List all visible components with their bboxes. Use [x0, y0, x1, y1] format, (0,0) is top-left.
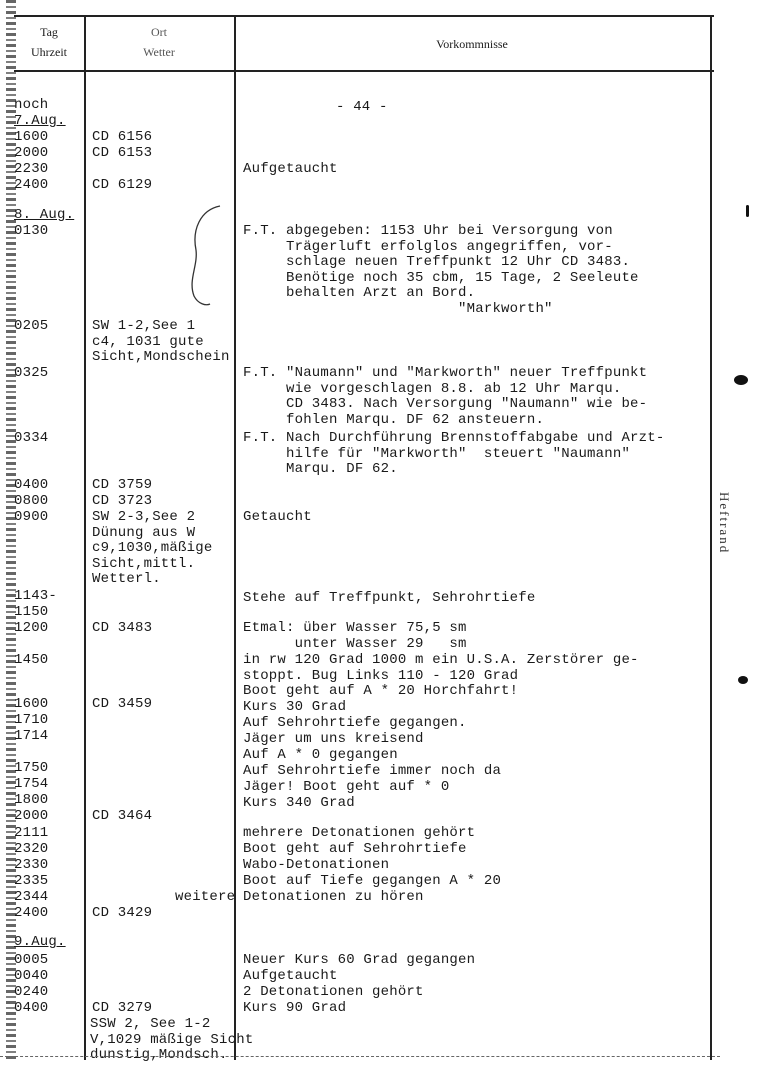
time-cell: 2330 — [14, 857, 49, 873]
position-cell: CD 3279 — [92, 1000, 153, 1016]
event-cell: Kurs 340 Grad — [243, 795, 355, 811]
event-cell: F.T. abgegeben: 1153 Uhr bei Versorgung von Trägerluft erfolglos angegriffen, vor- schlage neuen Treffpunkt 12 Uhr CD 3483. Benötige noch 35 cbm, 15 Tage, 2 Seeleute behalten Arzt an Bord. "Markworth" — [243, 223, 639, 317]
event-cell: mehrere Detonationen gehört — [243, 825, 476, 841]
header-events: Vorkommnisse — [436, 37, 508, 51]
header-place-weather — [86, 22, 232, 62]
page-bottom-cutline — [0, 1056, 720, 1057]
date-cell: 8. Aug. — [14, 207, 75, 223]
column-divider-1 — [84, 15, 86, 1060]
time-cell: 0334 — [14, 430, 49, 446]
time-cell: 1750 — [14, 760, 49, 776]
time-cell: 0205 — [14, 318, 49, 334]
event-cell: Auf Sehrohrtiefe gegangen. — [243, 715, 467, 731]
time-cell: 2000 — [14, 808, 49, 824]
time-cell: 1600 — [14, 696, 49, 712]
time-cell: 0900 — [14, 509, 49, 525]
header-ort: Ort — [151, 25, 167, 39]
position-cell: CD 3459 — [92, 696, 153, 712]
event-cell: Getaucht — [243, 509, 312, 525]
time-cell: 0325 — [14, 365, 49, 381]
scan-blot — [738, 676, 748, 684]
time-cell: 2400 — [14, 177, 49, 193]
event-cell: Auf Sehrohrtiefe immer noch da — [243, 763, 502, 779]
time-cell: 2335 — [14, 873, 49, 889]
event-cell: Aufgetaucht — [243, 161, 338, 177]
table-top-border — [14, 15, 714, 17]
date-cell: 9.Aug. — [14, 934, 66, 950]
time-cell: 0005 — [14, 952, 49, 968]
header-uhrzeit: Uhrzeit — [31, 45, 67, 59]
time-cell: 1714 — [14, 728, 49, 744]
event-cell: Kurs 90 Grad — [243, 1000, 347, 1016]
header-tag: Tag — [40, 25, 58, 39]
position-cell: CD 6156 — [92, 129, 153, 145]
time-cell: 2230 — [14, 161, 49, 177]
event-cell: Stehe auf Treffpunkt, Sehrohrtiefe — [243, 590, 536, 606]
position-cell: CD 3723 — [92, 493, 153, 509]
time-cell: 2320 — [14, 841, 49, 857]
position-cell: CD 6129 — [92, 177, 153, 193]
time-cell: 0240 — [14, 984, 49, 1000]
time-cell: 0800 — [14, 493, 49, 509]
time-cell: 0400 — [14, 477, 49, 493]
time-cell: 1600 — [14, 129, 49, 145]
event-cell: Boot geht auf Sehrohrtiefe — [243, 841, 467, 857]
event-cell: Kurs 30 Grad — [243, 699, 347, 715]
time-cell: 1450 — [14, 652, 49, 668]
weather-cell: SW 2-3,See 2 Dünung aus W c9,1030,mäßige Sicht,mittl. Wetterl. — [92, 509, 213, 588]
margin-label: Heftrand — [717, 492, 732, 555]
position-cell: CD 3429 — [92, 905, 153, 921]
weather-cell: SSW 2, See 1-2 V,1029 mäßige Sicht dunstig,Mondsch. — [90, 1016, 254, 1064]
time-cell: 1800 — [14, 792, 49, 808]
position-cell: CD 3483 — [92, 620, 153, 636]
event-cell: F.T. "Naumann" und "Markworth" neuer Treffpunkt wie vorgeschlagen 8.8. ab 12 Uhr Marqu. CD 3483. Nach Versorgung "Naumann" wie be- fohlen Marqu. DF 62 ansteuern. — [243, 365, 648, 428]
date-cell: 7.Aug. — [14, 113, 66, 129]
time-cell: noch — [14, 97, 49, 113]
event-cell: Jäger um uns kreisend — [243, 731, 424, 747]
event-cell: Detonationen zu hören — [243, 889, 424, 905]
scan-blot — [746, 205, 749, 217]
event-cell: Auf A * 0 gegangen — [243, 747, 398, 763]
time-cell: 1200 — [14, 620, 49, 636]
right-border — [710, 15, 712, 1060]
scan-blot — [734, 375, 748, 385]
time-cell: 2000 — [14, 145, 49, 161]
event-cell: F.T. Nach Durchführung Brennstoffabgabe und Arzt- hilfe für "Markworth" steuert "Naumann" Marqu. DF 62. — [243, 430, 665, 478]
header-bottom-border — [14, 70, 714, 72]
time-cell: 1150 — [14, 604, 49, 620]
event-cell: 2 Detonationen gehört — [243, 984, 424, 1000]
time-cell: 2111 — [14, 825, 49, 841]
time-cell: 0040 — [14, 968, 49, 984]
page-number: - 44 - — [336, 99, 388, 115]
event-cell: Boot auf Tiefe gegangen A * 20 — [243, 873, 502, 889]
handwritten-bracket-mark — [180, 200, 230, 310]
event-cell: in rw 120 Grad 1000 m ein U.S.A. Zerstörer ge- stoppt. Bug Links 110 - 120 Grad Boot geht auf A * 20 Horchfahrt! — [243, 652, 639, 700]
time-cell: 1754 — [14, 776, 49, 792]
position-cell: CD 6153 — [92, 145, 153, 161]
time-cell: 2400 — [14, 905, 49, 921]
event-cell: Etmal: über Wasser 75,5 sm unter Wasser 29 sm — [243, 620, 467, 652]
weather-cell: weitere — [175, 889, 236, 905]
position-cell: CD 3464 — [92, 808, 153, 824]
header-wetter: Wetter — [143, 45, 175, 59]
weather-cell: SW 1-2,See 1 c4, 1031 gute Sicht,Mondschein — [92, 318, 230, 366]
time-cell: 1143- — [14, 588, 58, 604]
time-cell: 0130 — [14, 223, 49, 239]
event-cell: Wabo-Detonationen — [243, 857, 390, 873]
header-date-time — [16, 22, 82, 62]
event-cell: Neuer Kurs 60 Grad gegangen — [243, 952, 476, 968]
time-cell: 0400 — [14, 1000, 49, 1016]
event-cell: Jäger! Boot geht auf * 0 — [243, 779, 450, 795]
time-cell: 1710 — [14, 712, 49, 728]
event-cell: Aufgetaucht — [243, 968, 338, 984]
time-cell: 2344 — [14, 889, 49, 905]
position-cell: CD 3759 — [92, 477, 153, 493]
